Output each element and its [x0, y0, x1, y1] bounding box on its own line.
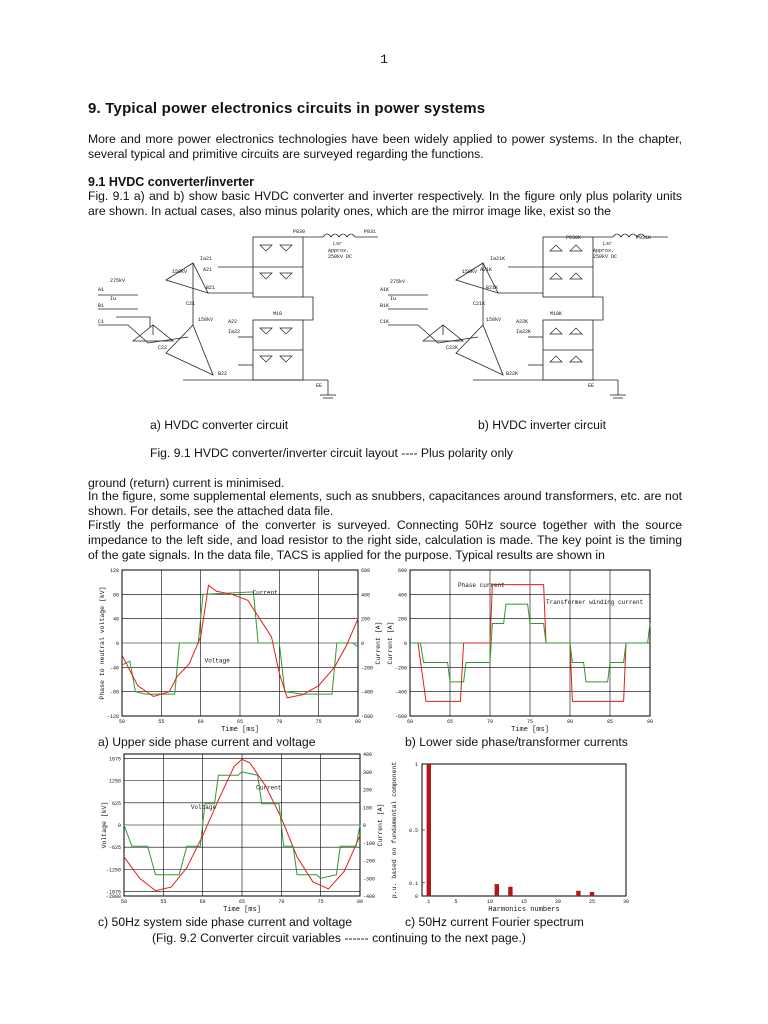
paragraph-1: Fig. 9.1 a) and b) show basic HVDC converter and inverter respectively. In the figure only plus polarity units are shown. In actual cases, also minus polarity ones, which are the mirror image like, exist so the	[88, 189, 682, 218]
y-tick-label: 120	[109, 568, 119, 574]
x-tick-label: 70	[278, 899, 285, 905]
y2-tick-label: 600	[361, 568, 371, 574]
x-tick-label: 50	[120, 899, 128, 905]
x-tick-label: 65	[236, 719, 244, 725]
x-tick-label: 65	[446, 719, 454, 725]
x-tick-label: 80	[356, 899, 364, 905]
y-tick-label: 80	[112, 592, 119, 599]
label-p031: P031	[364, 229, 377, 235]
y2-tick-label: 0	[363, 823, 367, 829]
y2-tick-label: -600	[361, 714, 374, 720]
label-c1: C1	[98, 319, 105, 325]
y2-tick-label: 0	[361, 641, 365, 647]
harmonic-bar	[590, 892, 594, 896]
y-tick-label: -200	[394, 665, 407, 672]
section-heading: 9.1 HVDC converter/inverter	[88, 175, 255, 189]
x-tick-label: 60	[406, 719, 414, 725]
harmonic-bar	[495, 884, 499, 896]
chart-lower-side-currents	[382, 562, 682, 738]
label-c21k: C21K	[473, 301, 486, 307]
x-axis-label: Time [ms]	[223, 906, 261, 914]
y-tick-label: -1875	[105, 889, 121, 896]
chapter-title: 9. Typical power electronics circuits in power systems	[88, 100, 486, 117]
label-a1: A1	[98, 287, 105, 293]
x-tick-label: 60	[199, 899, 206, 905]
y2-axis-label: Current [A]	[375, 621, 382, 665]
label-approx-b: Approx.	[593, 248, 615, 254]
label-b21: B21	[206, 285, 216, 291]
y-axis-label: p.u. based on fundamental component	[391, 761, 398, 899]
y-tick-label: 1	[414, 762, 418, 768]
x-tick-label: 30	[622, 899, 630, 905]
label-ee-b: EE	[588, 383, 595, 389]
paragraph-4: Firstly the performance of the converter is surveyed. Connecting 50Hz source together with the source impedance to the left side, and load resistor to the right side, calculation is made. The key point is the timing of the gate signals. In the data file, TACS is applied for the purpose. Typical results are shown in	[88, 518, 682, 562]
label-p031k: P031K	[636, 235, 652, 241]
chart-c-caption: c) 50Hz system side phase current and voltage	[98, 915, 353, 929]
label-dc-b: 250kV DC	[593, 254, 618, 260]
label-p030k: P030K	[566, 235, 582, 241]
x-axis-label: Time [ms]	[221, 726, 259, 734]
y-tick-label: -80	[109, 689, 119, 696]
label-m10k: M10K	[550, 311, 563, 317]
x-tick-label: 80	[566, 719, 574, 725]
x-tick-label: 50	[118, 719, 126, 725]
y-tick-label: 1250	[108, 778, 121, 785]
y-axis-label: Phase to neutral voltage [kV]	[99, 586, 106, 700]
y2-tick-label: -300	[363, 876, 376, 883]
x-tick-label: 75	[526, 719, 534, 725]
y-tick-label: 40	[112, 616, 119, 623]
intro-paragraph: More and more power electronics technologies have been widely applied to power systems. In the chapter, several typical and primitive circuits are surveyed regarding the functions.	[88, 132, 682, 161]
label-b1: B1	[98, 303, 105, 309]
y-tick-label: -40	[109, 665, 119, 672]
circuit-a-caption: a) HVDC converter circuit	[150, 418, 289, 432]
x-tick-label: 55	[158, 719, 165, 725]
annotation-current: Current	[256, 784, 282, 792]
label-approx-a: Approx.	[328, 248, 350, 254]
label-ia22k: Ia22K	[516, 329, 532, 335]
y2-tick-label: 100	[363, 805, 373, 812]
y-tick-label: -1250	[105, 867, 121, 874]
label-p030: P030	[293, 229, 306, 235]
y-tick-label: 0	[115, 641, 119, 647]
label-kv-tr1-a: 150kV	[172, 269, 188, 275]
label-kv-tr2-b: 150kV	[486, 317, 502, 323]
y-tick-label: -600	[394, 714, 407, 720]
x-axis-label: Harmonics numbers	[488, 906, 560, 914]
fig-9-1-caption: Fig. 9.1 HVDC converter/inverter circuit layout ---- Plus polarity only	[150, 446, 514, 460]
x-tick-label: 1	[427, 899, 431, 905]
fig-9-2-caption: (Fig. 9.2 Converter circuit variables ------ continuing to the next page.)	[152, 931, 526, 945]
label-a22k: A22K	[516, 319, 529, 325]
plot-frame	[422, 764, 626, 896]
y2-tick-label: 300	[363, 769, 373, 776]
label-c1k: C1K	[380, 319, 390, 325]
label-b1k: B1K	[380, 303, 390, 309]
x-tick-label: 90	[646, 719, 654, 725]
label-b22: B22	[218, 371, 228, 377]
label-b21k: B21K	[486, 285, 499, 291]
annotation-winding-current: Transformer winding current	[546, 599, 644, 607]
y-axis-label: Current [A]	[387, 621, 394, 665]
label-iu-a: Iu	[110, 296, 117, 302]
inverter-circuit	[388, 234, 668, 398]
y2-tick-label: 400	[361, 592, 371, 599]
y-tick-label: 0	[414, 894, 418, 900]
label-src-b: 275kV	[390, 279, 406, 285]
y-tick-label: -2000	[105, 894, 121, 900]
label-kv-tr1-b: 150kV	[462, 269, 478, 275]
y2-tick-label: -400	[363, 894, 376, 900]
label-a21k: A21K	[480, 267, 493, 273]
chart-fourier-spectrum	[382, 748, 682, 918]
paragraph-2: ground (return) current is minimised.	[88, 476, 285, 490]
chart-upper-phase-current-voltage	[88, 562, 388, 738]
label-lsr-b: Lsr	[603, 241, 613, 247]
x-tick-label: 60	[197, 719, 204, 725]
x-tick-label: 5	[454, 899, 458, 905]
x-tick-label: 20	[554, 899, 562, 905]
chart-b-caption: b) Lower side phase/transformer currents	[405, 735, 628, 749]
y2-tick-label: -400	[361, 689, 374, 696]
y-tick-label: -400	[394, 689, 407, 696]
label-c22k: C22K	[446, 345, 459, 351]
y-tick-label: 0	[403, 641, 407, 647]
y-tick-label: 200	[397, 616, 407, 623]
chart-d-caption: c) 50Hz current Fourier spectrum	[405, 915, 584, 929]
label-c22: C22	[158, 345, 168, 351]
annotation-current: Current	[252, 589, 278, 597]
label-c21: C21	[186, 301, 196, 307]
x-tick-label: 75	[317, 899, 324, 905]
y-tick-label: 625	[111, 800, 121, 807]
circuit-diagrams	[88, 225, 688, 405]
label-m10: M10	[273, 311, 283, 317]
label-ia22: Ia22	[228, 329, 241, 335]
label-src-a: 275kV	[110, 278, 126, 284]
y-tick-label: -120	[106, 714, 119, 720]
x-tick-label: 85	[606, 719, 614, 725]
label-ia21k: Ia21K	[490, 256, 506, 262]
circuit-b-caption: b) HVDC inverter circuit	[478, 418, 606, 432]
annotation-voltage: Voltage	[190, 804, 217, 812]
x-tick-label: 65	[238, 899, 246, 905]
y-axis-label: Voltage [kV]	[101, 801, 108, 849]
x-tick-label: 70	[486, 719, 494, 725]
annotation-voltage: Voltage	[204, 657, 230, 665]
label-iu-b: Iu	[390, 296, 397, 302]
y-tick-label: 400	[397, 592, 407, 599]
y-tick-label: 0.1	[408, 880, 418, 887]
label-dc-a: 250kV DC	[328, 254, 353, 260]
x-tick-label: 25	[588, 899, 596, 905]
x-tick-label: 70	[276, 719, 283, 725]
x-tick-label: 75	[315, 719, 322, 725]
x-tick-label: 10	[486, 899, 494, 905]
y2-tick-label: 200	[363, 787, 373, 794]
page-number: 1	[380, 52, 388, 67]
label-a21: A21	[203, 267, 213, 273]
y2-tick-label: 400	[363, 752, 373, 758]
y2-tick-label: 200	[361, 616, 371, 623]
y2-tick-label: -100	[363, 840, 376, 847]
harmonic-bar	[576, 891, 580, 896]
y-tick-label: -625	[108, 845, 121, 852]
label-a22: A22	[228, 319, 238, 325]
y2-tick-label: -200	[361, 665, 374, 672]
paragraph-3: In the figure, some supplemental elements, such as snubbers, capacitances around transformers, etc. are not shown. For details, see the attached data file.	[88, 489, 682, 518]
y2-tick-label: -200	[363, 858, 376, 865]
chart-50hz-current-voltage	[88, 748, 388, 918]
label-ia21: Ia21	[200, 256, 213, 262]
chart-a-caption: a) Upper side phase current and voltage	[98, 735, 316, 749]
x-tick-label: 80	[354, 719, 362, 725]
harmonic-bar	[427, 764, 431, 896]
label-b22k: B22K	[506, 371, 519, 377]
x-tick-label: 55	[160, 899, 167, 905]
annotation-phase-current: Phase current	[458, 582, 505, 590]
label-kv-tr2-a: 150kV	[198, 317, 214, 323]
y2-axis-label: Current [A]	[377, 803, 384, 847]
x-tick-label: 15	[520, 899, 528, 905]
y-tick-label: 600	[397, 568, 407, 574]
y-tick-label: 1875	[108, 756, 121, 763]
y-tick-label: 0	[117, 823, 121, 829]
label-a1k: A1K	[380, 287, 390, 293]
harmonic-bar	[508, 887, 512, 896]
x-axis-label: Time [ms]	[511, 726, 549, 734]
label-lsr-a: Lsr	[333, 241, 343, 247]
y-tick-label: 0.5	[408, 828, 418, 834]
label-ee-a: EE	[316, 383, 323, 389]
